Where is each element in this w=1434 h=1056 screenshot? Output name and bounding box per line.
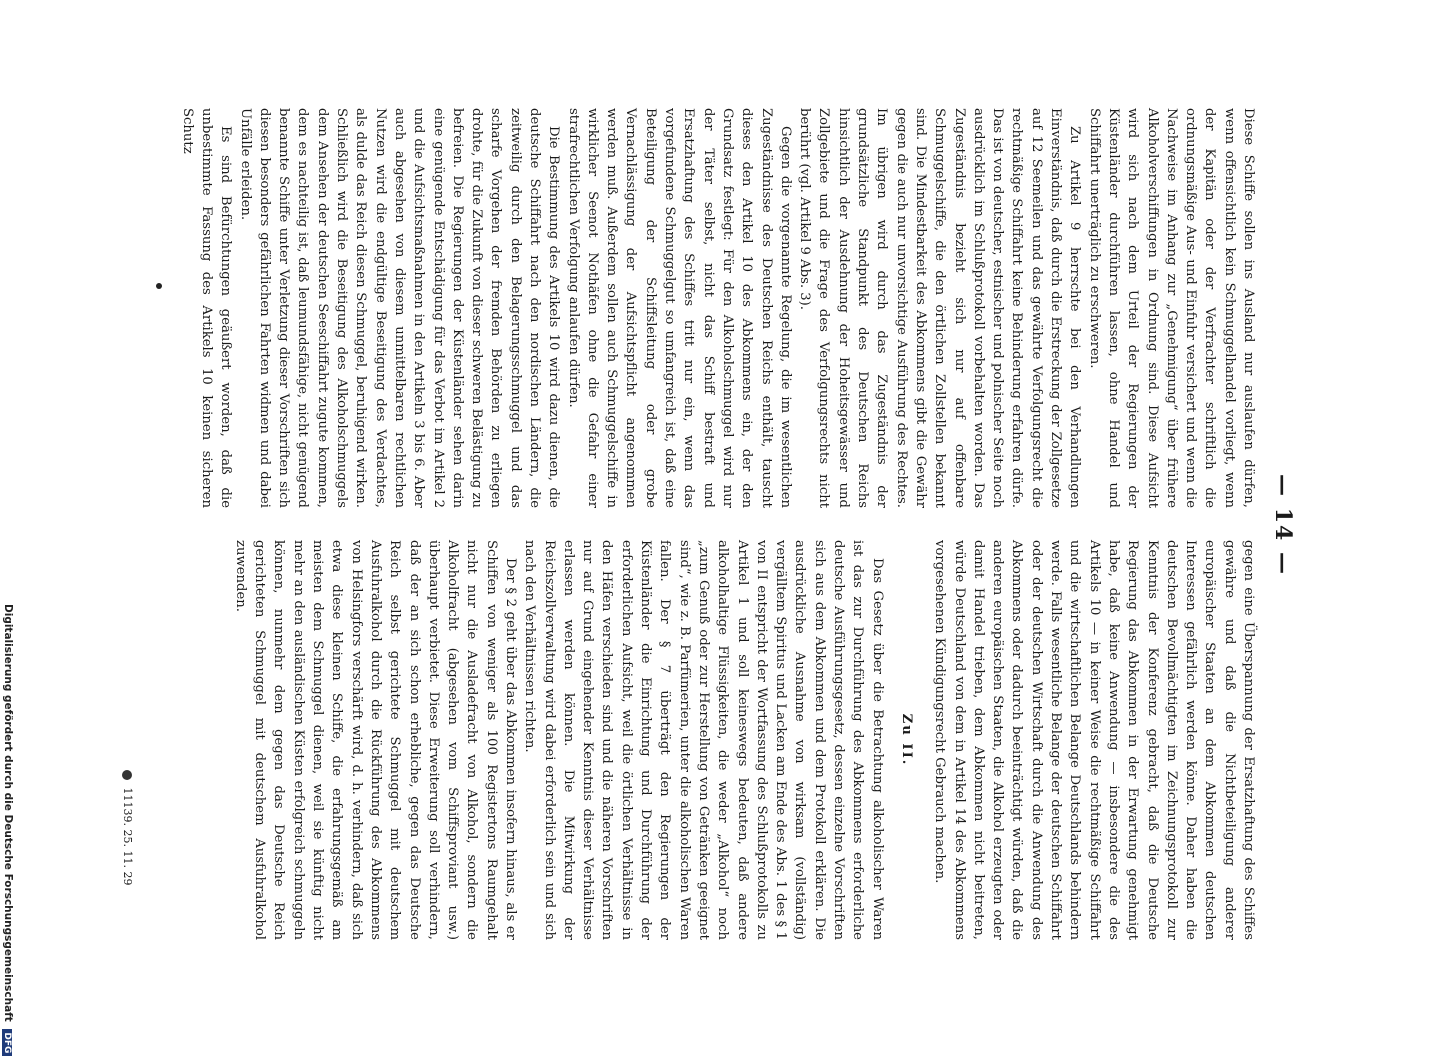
credit-text: Digitalisierung gefördert durch die Deutsche Forschungsgemeinschaft bbox=[2, 604, 14, 1022]
section-heading: Zu II. bbox=[898, 713, 914, 767]
paragraph: Zu Artikel 9 herrschte bei den Verhandlungen Einverständnis, daß durch die Erstreckung der Zollgesetze auf 12 Seemeilen und das gewährte Verfolgungsrecht die rechtmäßige Schiffahrt keine Behinderung erfahren dürfe. Das ist von deutscher, estnischer und polnischer Seite noch ausdrücklich im Schlußprotokoll vorbehalten worden. Das Zugeständnis bezieht sich nur auf offenbare Schmuggelschiffe, die den örtlichen Zollstellen bekannt sind. Die Mindestbarkeit des Abkommens gibt die Gewähr gegen die auch nur unvorsichtige Ausführung des Rechtes. Im übrigen wird durch das Zugeständnis der grundsätzliche Standpunkt des Deutschen Reichs hinsichtlich der Ausdehnung der Hoheitsgewässer und Zollgebiete und die Frage des Verfolgungsrechts nicht berührt (vgl. Artikel 9 Abs. 3). bbox=[797, 108, 1083, 508]
print-code bbox=[120, 770, 150, 920]
paragraph: Der § 2 geht über das Abkommen insofern hinaus, als er Schiffen von weniger als 100 Registertons Raumgehalt nicht nur die Ausladefracht von Alkohol, sondern die Alkoholfracht (abgesehen vom Schiffsproviant usw.) überhaupt verbietet. Diese Erweiterung soll verhindern, daß der an sich schon erhebliche, gegen das Deutsche Reich selbst gerichtete Schmuggel mit deutschem Ausfuhralkohol durch die Rückführung des Abkommens von Helsingfors verschärft wird, d. h. verhindern, daß sich etwa diese kleinen Schiffe, die erfahrungsgemäß am meisten dem Schmuggel dienen, weil sie künftig nicht mehr an den ausländischen Küsten erfolgreich schmuggeln können, nunmehr dem gegen das Deutsche Reich gerichteten Schmuggel mit deutschem Ausfuhralkohol zuwenden. bbox=[232, 540, 519, 940]
rotated-text-page bbox=[179, 100, 1298, 950]
print-code-text: 11139. 25. 11. 29 bbox=[121, 787, 134, 886]
page-number: — 14 — bbox=[1270, 474, 1296, 576]
paragraph: Das Gesetz über die Betrachtung alkoholischer Waren ist das zur Durchführung des Abkommens erforderliche deutsche Ausführungsgesetz, dessen einzelne Vorschriften sich aus dem Abkommen und dem Protokoll erklären. Die ausdrückliche Ausnahme von wirksam (vollständig) vergälltem Spiritus und Lacken am Ende des Abs. 1 des § 1 von II entspricht der Wortfassung des Schlußprotokolls zu Artikel 1 und soll keineswegs bedeuten, daß andere alkoholhaltige Flüssigkeiten, die weder „Alkohol“ noch „zum Genuß oder zur Herstellung von Getränken geeignet sind“, wie z. B. Parfümerien, unter die alkoholischen Waren fallen. Der § 7 überträgt den Regierungen der Küstenländer die Einrichtung und Durchführung der erforderlichen Aufsicht, weil die örtlichen Verhältnisse in den Häfen verschieden sind und die näheren Vorschriften nur auf Grund eingehender Kenntnis dieser Verhältnisse erlassen werden können. Die Mitwirkung der Reichszollverwaltung wird dabei erforderlich sein und sich nach den Verhältnissen richten. bbox=[522, 540, 885, 940]
text-column-right bbox=[231, 540, 1258, 940]
punch-dot bbox=[156, 283, 162, 289]
dfg-logo: DFG bbox=[2, 1029, 12, 1056]
paragraph: Die Bestimmung des Artikels 10 wird dazu dienen, die deutsche Schiffahrt nach den nordischen Ländern, die zeitweilig durch den Belagerungsschmuggel und das scharfe Vorgehen der fremden Behörden zu erliegen drohte, für die Zukunft von dieser schweren Belästigung zu befreien. Die Regierungen der Küstenländer sehen darin eine genügende Entschädigung für das Verbot im Artikel 2 und die Aufsichtsmaßnahmen in den Artikeln 3 bis 6. Aber auch abgesehen von diesem unmittelbaren rechtlichen Nutzen wird die endgültige Beseitigung des Verdachtes, als dulde das Reich diesen Schmuggel, beruhigend wirken. Schließlich wird die Beseitigung des Alkoholschmuggels dem Ansehen der deutschen Seeschiffahrt zugute kommen, dem es nachteilig ist, daß leumundsfähige, nicht genügend benannte Schiffe unter Verletzung dieser Vorschriften sich diesen besonders gefährlichen Fahrten widmen und dabei Unfälle erleiden. bbox=[237, 108, 562, 508]
digitization-credit bbox=[0, 604, 16, 1054]
paragraph: gegen eine Überspannung der Ersatzhaftung des Schiffes gewähre und daß die Nichtbeteiligung anderer europäischer Staaten an dem Abkommen deutschen Interessen gefährlich werden könne. Daher haben die deutschen Bevollmächtigten im Zeichnungsprotokoll zur Kenntnis der Konferenz gebracht, daß die Deutsche Regierung das Abkommen in der Erwartung genehmigt habe, daß keine Anwendung — insbesondere die des Artikels 10 — in keiner Weise die rechtmäßige Schiffahrt und die wirtschaftlichen Belange Deutschlands behindern werde. Falls wesentliche Belange der deutschen Schiffahrt oder der deutschen Wirtschaft durch die Anwendung des Abkommens oder dadurch beeinträchtigt würden, daß die anderen europäischen Staaten, die Alkohol erzeugten oder damit Handel trieben, dem Abkommen nicht beitreten, würde Deutschland von dem in Artikel 14 des Abkommens vorgesehenen Kündigungsrecht Gebrauch machen. bbox=[932, 540, 1256, 940]
printer-mark-icon bbox=[122, 770, 132, 780]
paragraph: Es sind Befürchtungen geäußert worden, daß die unbestimmte Fassung des Artikels 10 keinen sicheren Schutz bbox=[179, 108, 234, 508]
text-column-left bbox=[177, 108, 1258, 508]
paragraph: Diese Schiffe sollen ins Ausland nur auslaufen dürfen, wenn offensichtlich kein Schmuggelhandel vorliegt, wenn der Kapitän oder der Verfrachter schriftlich die ordnungsmäßige Aus- und Einfuhr versichert und wenn die Nachweise im Anhang zur „Genehmigung“ über frühere Alkoholverschiffungen in Ordnung sind. Diese Aufsicht wird sich nach dem Urteil der Regierungen der Küstenländer durchführen lassen, ohne Handel und Schiffahrt unerträglich zu erschweren. bbox=[1086, 108, 1256, 508]
paragraph: Gegen die vorgenannte Regelung, die im wesentlichen Zugeständnisse des Deutschen Reichs enthält, tauscht dieses den Artikel 10 des Abkommens ein, der den Grundsatz festlegt: Für den Alkoholschmuggel wird nur der Täter selbst, nicht das Schiff bestraft und Ersatzhaftung des Schiffes tritt nur ein, wenn das vorgefundene Schmuggelgut so umfangreich ist, daß eine Beteiligung der Schiffsleitung oder grobe Vernachlässigung der Aufsichtspflicht angenommen werden muß. Außerdem sollen auch Schmuggelschiffe in wirklicher Seenot Nothäfen ohne die Gefahr einer strafrechtlichen Verfolgung anlaufen dürfen. bbox=[565, 108, 793, 508]
page-content bbox=[179, 100, 1298, 950]
